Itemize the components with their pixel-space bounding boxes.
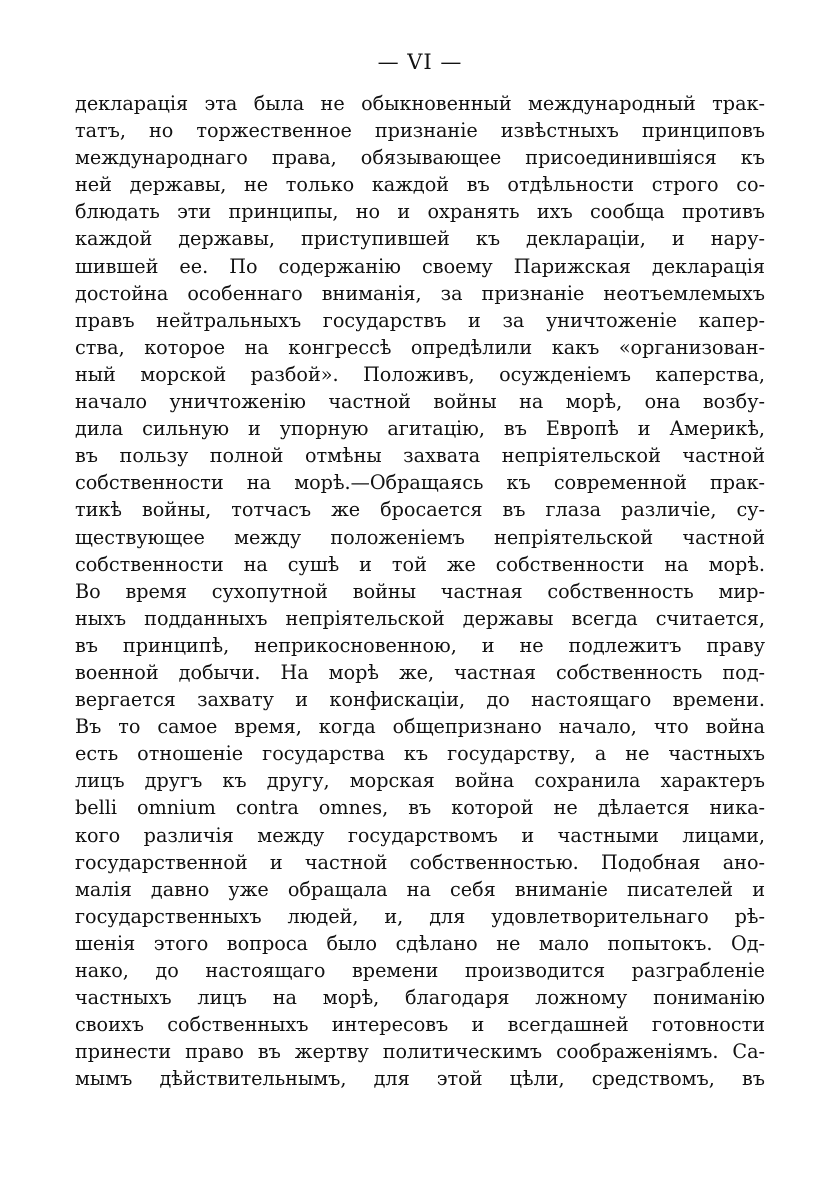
text-line: каждой державы, приступившей къ деклараціи, и нару- bbox=[75, 227, 765, 251]
text-line: своихъ собственныхъ интересовъ и всегдашней готовности bbox=[75, 1013, 765, 1037]
text-line: частныхъ лицъ на морѣ, благодаря ложному пониманію bbox=[75, 986, 765, 1010]
page-number: — VI — bbox=[377, 50, 463, 74]
text-line: ный морской разбой». Положивъ, осужденіемъ каперства, bbox=[75, 362, 765, 386]
text-line: есть отношеніе государства къ государству, а не частныхъ bbox=[75, 742, 765, 766]
text-line: декларація эта была не обыкновенный международный трак- bbox=[75, 92, 765, 115]
text-line: въ принципѣ, неприкосновенною, и не подлежитъ праву bbox=[75, 633, 765, 657]
text-line: ней державы, не только каждой въ отдѣльности строго со- bbox=[75, 173, 765, 197]
text-line: Во время сухопутной войны частная собственность мир- bbox=[75, 579, 765, 603]
text-line: принести право въ жертву политическимъ соображеніямъ. Са- bbox=[75, 1040, 765, 1064]
text-line: мымъ дѣйствительнымъ, для этой цѣли, средствомъ, въ bbox=[75, 1067, 765, 1091]
text-line: военной добычи. На морѣ же, частная собственность под- bbox=[75, 660, 765, 684]
text-line: тикѣ войны, тотчасъ же бросается въ глаза различіе, су- bbox=[75, 498, 765, 522]
text-line: Въ то самое время, когда общепризнано начало, что война bbox=[75, 715, 765, 739]
body-text bbox=[75, 90, 765, 1092]
text-line: татъ, но торжественное признаніе извѣстныхъ принциповъ bbox=[75, 119, 765, 143]
text-line: начало уничтоженію частной войны на морѣ, она возбу- bbox=[75, 390, 765, 414]
text-line: международнаго права, обязывающее присоединившіяся къ bbox=[75, 146, 765, 170]
text-line: кого различія между государствомъ и частными лицами, bbox=[75, 823, 765, 847]
text-line: правъ нейтральныхъ государствъ и за уничтоженіе капер- bbox=[75, 308, 765, 332]
text-line: дила сильную и упорную агитацію, въ Европѣ и Америкѣ, bbox=[75, 417, 765, 441]
text-line: ныхъ подданныхъ непріятельской державы всегда считается, bbox=[75, 606, 765, 630]
text-line: belli omnium contra omnes, въ которой не дѣлается ника- bbox=[75, 796, 765, 820]
text-line: шенія этого вопроса было сдѣлано не мало попытокъ. Од- bbox=[75, 931, 765, 955]
text-line: собственности на морѣ.—Обращаясь къ современной прак- bbox=[75, 471, 765, 495]
text-line: лицъ другъ къ другу, морская война сохранила характеръ bbox=[75, 769, 765, 793]
text-line: ществующее между положеніемъ непріятельской частной bbox=[75, 525, 765, 549]
text-line: государственныхъ людей, и, для удовлетворительнаго рѣ- bbox=[75, 904, 765, 928]
text-line: вергается захвату и конфискаціи, до настоящаго времени. bbox=[75, 688, 765, 712]
text-line: въ пользу полной отмѣны захвата непріятельской частной bbox=[75, 444, 765, 468]
text-line: ства, которое на конгрессѣ опредѣлили какъ «организован- bbox=[75, 335, 765, 359]
text-line: малія давно уже обращала на себя вниманіе писателей и bbox=[75, 877, 765, 901]
text-line: достойна особеннаго вниманія, за признаніе неотъемлемыхъ bbox=[75, 281, 765, 305]
text-line: собственности на сушѣ и той же собственности на морѣ. bbox=[75, 552, 765, 576]
text-line: блюдать эти принципы, но и охранять ихъ сообща противъ bbox=[75, 200, 765, 224]
text-line: нако, до настоящаго времени производится разграбленіе bbox=[75, 959, 765, 982]
text-line: шившей ее. По содержанію своему Парижская декларація bbox=[75, 254, 765, 278]
text-line: государственной и частной собственностью. Подобная ано- bbox=[75, 850, 765, 874]
